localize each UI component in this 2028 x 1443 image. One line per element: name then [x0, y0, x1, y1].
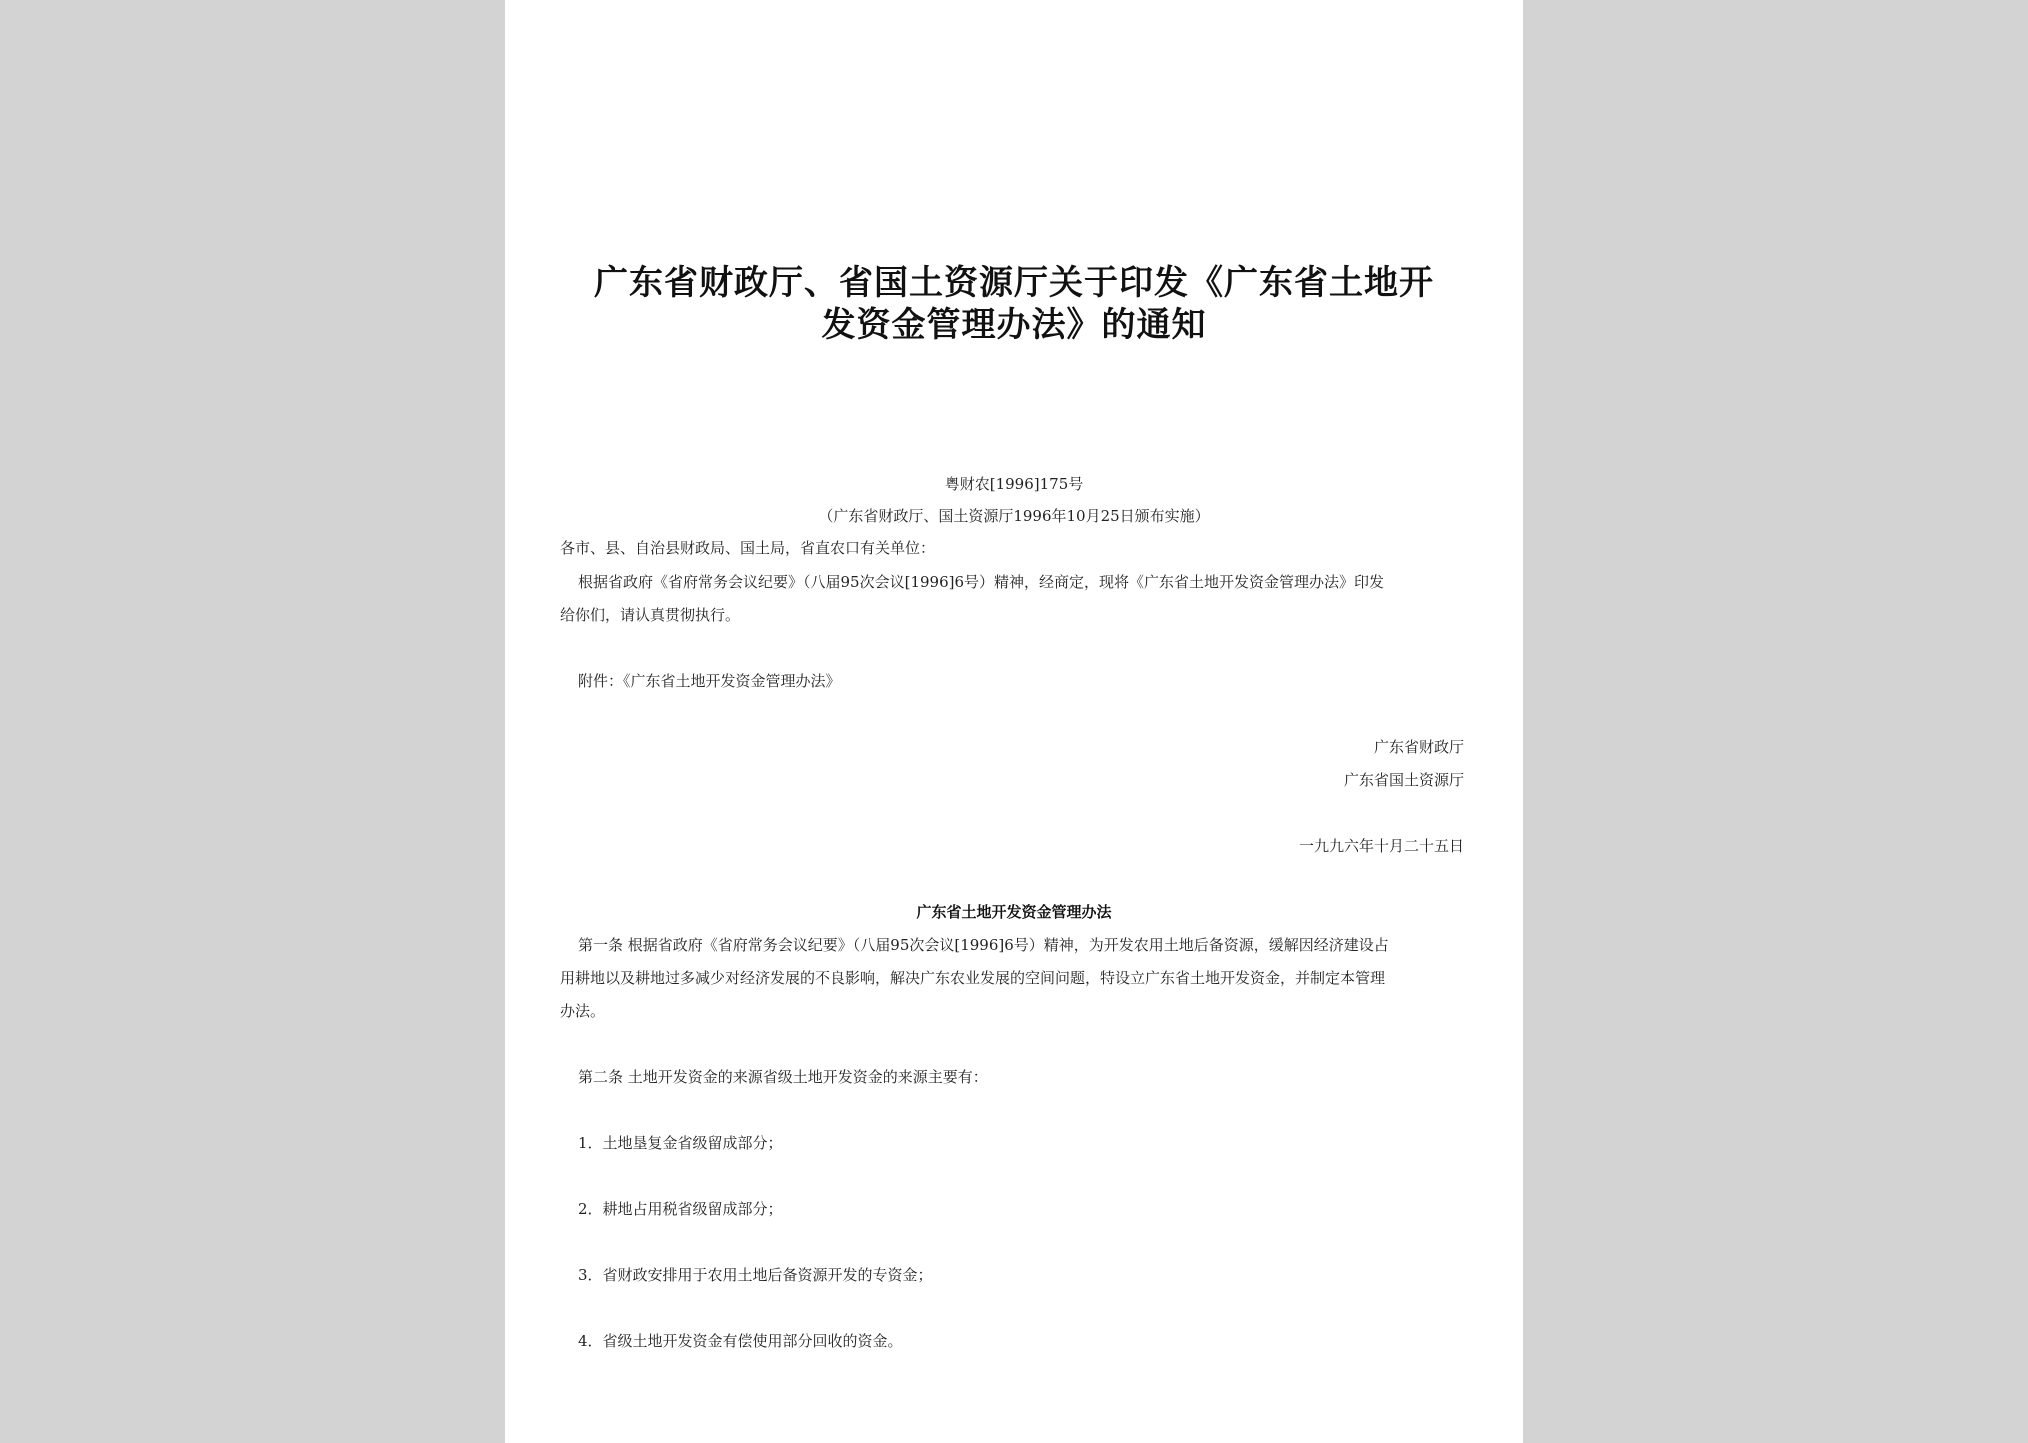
signer-finance-dept: 广东省财政厅	[1373, 738, 1464, 756]
attachment-line: 附件：《广东省土地开发资金管理办法》	[578, 672, 841, 690]
regulation-title: 广东省土地开发资金管理办法	[916, 903, 1112, 921]
document-page	[505, 0, 1523, 1443]
body-line-2: 给你们，请认真贯彻执行。	[560, 606, 741, 624]
body-line-1: 根据省政府《省府常务会议纪要》（八届95次会议[1996]6号）精神，经商定，现将《广东省土地开发资金管理办法》印发	[578, 573, 1385, 591]
list-item: 2．耕地占用税省级留成部分；	[578, 1200, 783, 1218]
article1-line-1: 第一条 根据省政府《省府常务会议纪要》（八届95次会议[1996]6号）精神，为开发农用土地后备资源，缓解因经济建设占	[578, 936, 1389, 954]
article2-line: 第二条 土地开发资金的来源省级土地开发资金的来源主要有：	[578, 1068, 988, 1086]
list-item: 1．土地垦复金省级留成部分；	[578, 1134, 783, 1152]
list-item: 4．省级土地开发资金有偿使用部分回收的资金。	[578, 1332, 903, 1350]
list-item: 3．省财政安排用于农用土地后备资源开发的专资金；	[578, 1266, 933, 1284]
article1-line-2: 用耕地以及耕地过多减少对经济发展的不良影响，解决广东农业发展的空间问题，特设立广东省土地开发资金，并制定本管理	[560, 969, 1386, 987]
article1-line-3: 办法。	[560, 1002, 606, 1020]
title-line-2: 发资金管理办法》的通知	[821, 305, 1207, 345]
document-date: 一九九六年十月二十五日	[1298, 837, 1464, 855]
issued-note: （广东省财政厅、国土资源厅1996年10月25日颁布实施）	[818, 507, 1210, 525]
title-line-1: 广东省财政厅、省国土资源厅关于印发《广东省土地开	[594, 263, 1434, 303]
addressees: 各市、县、自治县财政局、国土局，省直农口有关单位：	[560, 539, 936, 557]
signer-land-dept: 广东省国土资源厅	[1343, 771, 1464, 789]
document-title	[557, 262, 1471, 346]
document-number: 粤财农[1996]175号	[944, 475, 1084, 493]
